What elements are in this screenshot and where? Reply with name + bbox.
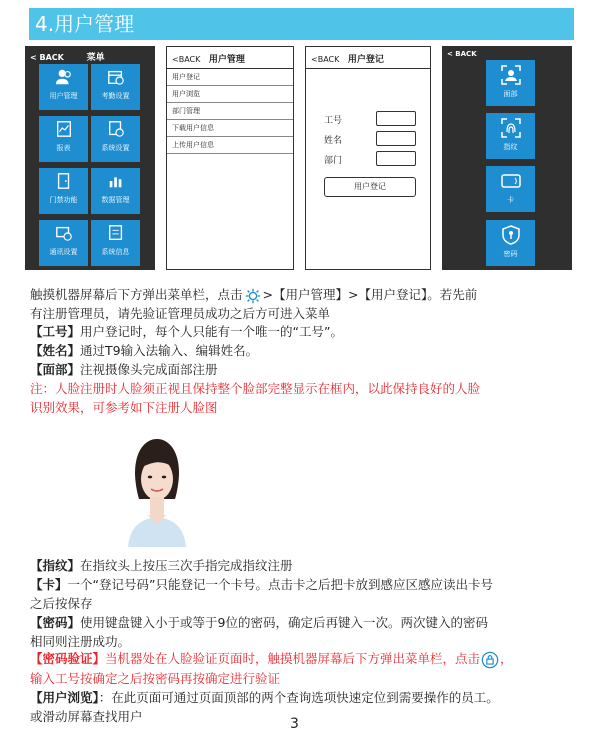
instruction-line-1 — [30, 286, 477, 305]
back-button[interactable]: < BACK — [30, 53, 64, 62]
desc: 用户登记时，每个人只能有一个唯一的“工号”。 — [80, 324, 343, 339]
user-management-screen — [166, 46, 294, 270]
tile-label: 考勤设置 — [101, 92, 130, 100]
back-button[interactable]: <BACK — [311, 55, 340, 64]
tile-label: 指纹 — [503, 143, 518, 151]
tile-system-info[interactable] — [91, 220, 140, 266]
tile-report[interactable] — [39, 116, 88, 162]
lock-icon — [481, 651, 499, 669]
tile-user-management[interactable] — [39, 64, 88, 110]
tile-label: 报表 — [56, 144, 71, 152]
tile-communication-settings[interactable] — [39, 220, 88, 266]
menu-screen — [25, 46, 155, 270]
tile-system-settings[interactable] — [91, 116, 140, 162]
screen-header — [306, 47, 430, 69]
tag: 【用户浏览】 — [30, 690, 99, 705]
section-title: 4.用户管理 — [29, 8, 574, 40]
screen-title: 用户管理 — [208, 55, 245, 65]
report-icon — [55, 120, 73, 138]
desc: 当机器处在人脸验证页面时，触摸机器屏幕后下方弹出菜单栏，点击 — [105, 651, 481, 666]
tag: 【面部】 — [30, 362, 81, 377]
menu-item-user-browse[interactable]: 用户浏览 — [167, 86, 293, 103]
department-field[interactable] — [376, 151, 416, 166]
system-info-icon — [107, 224, 125, 242]
tile-password[interactable] — [486, 220, 535, 266]
tag: 【指纹】 — [30, 558, 81, 573]
tile-label: 卡 — [507, 196, 514, 204]
name-field[interactable] — [376, 131, 416, 146]
tile-label: 密码 — [503, 250, 518, 258]
employee-id-field[interactable] — [376, 111, 416, 126]
tag: 【密码验证】 — [30, 651, 106, 666]
tag: 【卡】 — [30, 577, 68, 592]
desc: 一个“登记号码”只能登记一个卡号。点击卡之后把卡放到感应区感应读出卡号 — [67, 577, 493, 592]
user-register-screen — [305, 46, 431, 270]
instruction-text: >【用户管理】>【用户登记】。若先前 — [262, 287, 478, 302]
tile-access-control[interactable] — [39, 168, 88, 214]
menu-topbar — [25, 46, 155, 62]
face-warning-line-1: 注：人脸注册时人脸须正视且保持整个脸部完整显示在框内，以此保持良好的人脸 — [30, 381, 481, 396]
tile-label: 数据管理 — [101, 196, 130, 204]
system-settings-icon — [107, 120, 125, 138]
face-warning-line-2: 识别效果，可参考如下注册人脸图 — [30, 400, 218, 415]
gear-icon — [244, 287, 262, 305]
password-verify-line-1 — [30, 650, 513, 669]
verification-methods-screen — [442, 46, 572, 270]
tile-label: 面部 — [503, 90, 518, 98]
tile-label: 用户管理 — [49, 92, 78, 100]
password-verify-line-2: 输入工号按确定之后按密码再按确定进行验证 — [30, 671, 281, 686]
name-label: 姓名 — [324, 136, 343, 146]
menu-item-upload-users[interactable]: 上传用户信息 — [167, 137, 293, 154]
data-chart-icon — [107, 172, 125, 190]
door-icon — [55, 172, 73, 190]
tile-label: 系统信息 — [101, 248, 130, 256]
password-note-line-1 — [30, 614, 488, 632]
tile-label: 通讯设置 — [49, 248, 78, 256]
tile-label: 门禁功能 — [49, 196, 78, 204]
card-note-line-1 — [30, 576, 493, 594]
network-icon — [55, 224, 73, 242]
name-note — [30, 342, 258, 360]
tile-card[interactable] — [486, 166, 535, 212]
browse-note-line-2: 或滑动屏幕查找用户 — [30, 709, 143, 724]
instruction-line-2: 有注册管理员，请先验证管理员成功之后方可进入菜单 — [30, 306, 331, 321]
rfid-card-icon — [500, 170, 522, 192]
tag: 【姓名】 — [30, 343, 81, 358]
password-note-line-2: 相同则注册成功。 — [30, 634, 131, 649]
tile-attendance-settings[interactable] — [91, 64, 140, 110]
desc: 使用键盘键入小于或等于9位的密码，确定后再键入一次。两次键入的密码 — [80, 615, 488, 630]
menu-item-download-users[interactable]: 下载用户信息 — [167, 120, 293, 137]
sample-face-photo — [108, 427, 206, 547]
desc: ：在此页面可通过页面顶部的两个查询选项快速定位到需要操作的员工。 — [98, 690, 499, 705]
fingerprint-icon — [500, 117, 522, 139]
desc: 在指纹头上按压三次手指完成指纹注册 — [80, 558, 293, 573]
back-button[interactable]: <BACK — [172, 55, 201, 64]
menu-item-dept-management[interactable]: 部门管理 — [167, 103, 293, 120]
calendar-icon — [107, 68, 125, 86]
screen-header — [167, 47, 293, 69]
users-icon — [55, 68, 73, 86]
tile-face[interactable] — [486, 60, 535, 106]
tile-label: 系统设置 — [101, 144, 130, 152]
back-button[interactable]: < BACK — [447, 50, 477, 58]
tag: 【工号】 — [30, 324, 81, 339]
tile-data-management[interactable] — [91, 168, 140, 214]
fingerprint-note — [30, 557, 293, 575]
password-icon — [500, 224, 522, 246]
tag: 【密码】 — [30, 615, 81, 630]
face-note — [30, 361, 218, 379]
screen-title: 用户登记 — [347, 55, 384, 65]
desc: ， — [500, 651, 513, 666]
register-button[interactable]: 用户登记 — [324, 177, 416, 197]
face-icon — [500, 64, 522, 86]
employee-id-note — [30, 323, 343, 341]
tile-fingerprint[interactable] — [486, 113, 535, 159]
menu-item-user-register[interactable]: 用户登记 — [167, 69, 293, 86]
instruction-text: 触摸机器屏幕后下方弹出菜单栏，点击 — [30, 287, 243, 302]
department-label: 部门 — [324, 156, 343, 166]
desc: 注视摄像头完成面部注册 — [80, 362, 218, 377]
menu-title: 菜单 — [86, 53, 105, 63]
card-note-line-2: 之后按保存 — [30, 596, 93, 611]
employee-id-label: 工号 — [324, 116, 343, 126]
desc: 通过T9输入法输入、编辑姓名。 — [80, 343, 259, 358]
page-number: 3 — [290, 716, 299, 732]
browse-note-line-1 — [30, 689, 499, 707]
